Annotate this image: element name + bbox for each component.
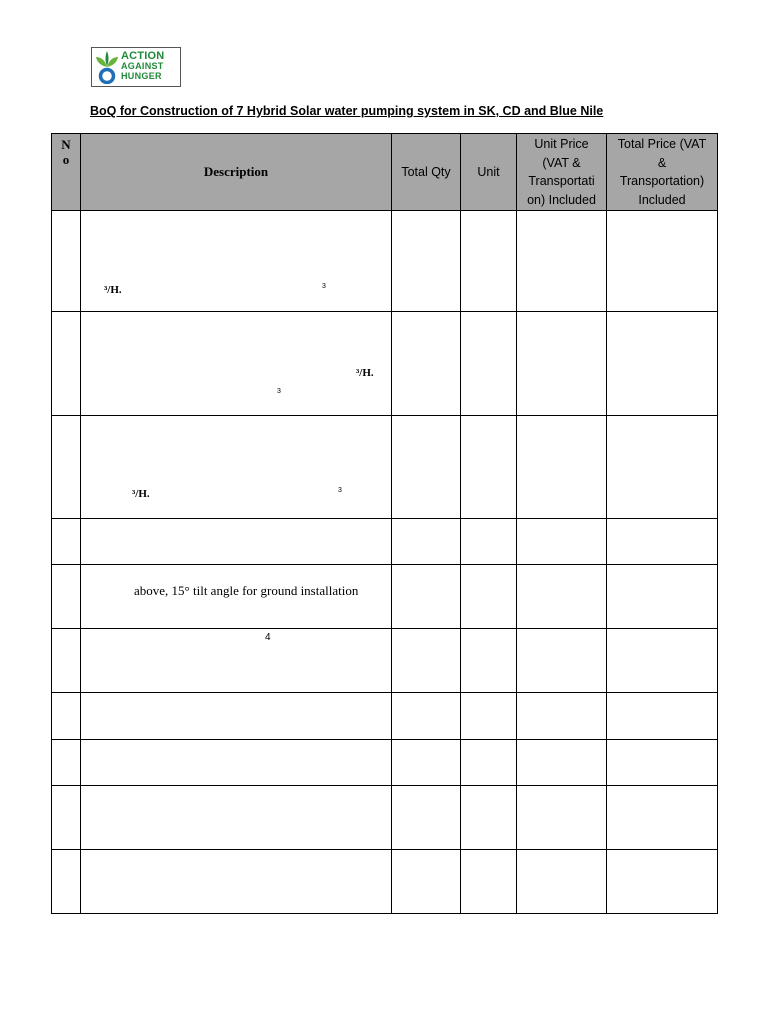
- total-qty-cell: [392, 693, 461, 740]
- description-cell: [81, 416, 392, 519]
- superscript-fragment: 3: [277, 388, 281, 395]
- table-row: [52, 740, 718, 786]
- unit-price-cell: [517, 850, 607, 914]
- unit-fragment: ³/H.: [356, 367, 374, 379]
- total-qty-cell: [392, 416, 461, 519]
- total-price-cell: [607, 519, 718, 565]
- description-text: above, 15° tilt angle for ground installation: [134, 583, 359, 598]
- total-qty-cell: [392, 565, 461, 629]
- superscript-fragment: 3: [338, 487, 342, 494]
- total-qty-cell: [392, 312, 461, 416]
- unit-cell: [461, 786, 517, 850]
- unit-price-cell: [517, 211, 607, 312]
- unit-cell: [461, 850, 517, 914]
- logo-line-3: HUNGER: [121, 71, 162, 81]
- row-no-cell: [52, 312, 81, 416]
- logo-wordmark: [121, 51, 179, 81]
- description-cell: [81, 786, 392, 850]
- action-against-hunger-logo: [91, 47, 181, 87]
- unit-price-cell: [517, 312, 607, 416]
- row-no-cell: [52, 850, 81, 914]
- header-total-qty: Total Qty: [392, 134, 461, 211]
- description-cell: [81, 850, 392, 914]
- unit-cell: [461, 629, 517, 693]
- unit-cell: [461, 740, 517, 786]
- total-qty-cell: [392, 740, 461, 786]
- unit-price-cell: [517, 416, 607, 519]
- total-qty-cell: [392, 629, 461, 693]
- row-no-cell: [52, 519, 81, 565]
- unit-cell: [461, 519, 517, 565]
- row-no-cell: [52, 565, 81, 629]
- unit-cell: [461, 416, 517, 519]
- boq-table: [51, 133, 718, 914]
- superscript-fragment: 3: [322, 283, 326, 290]
- table-row: [52, 565, 718, 629]
- table-row: [52, 416, 718, 519]
- unit-fragment: ³/H.: [132, 488, 150, 500]
- total-qty-cell: [392, 519, 461, 565]
- description-cell: [81, 629, 392, 693]
- unit-price-cell: [517, 740, 607, 786]
- total-price-cell: [607, 693, 718, 740]
- header-unit: Unit: [461, 134, 517, 211]
- table-row: [52, 629, 718, 693]
- row-no-cell: [52, 693, 81, 740]
- description-fragment: 4: [265, 632, 271, 643]
- logo-line-2: AGAINST: [121, 61, 164, 71]
- description-cell: [81, 519, 392, 565]
- total-price-cell: [607, 312, 718, 416]
- total-qty-cell: [392, 211, 461, 312]
- header-total-price: Total Price (VAT & Transportation) Included: [607, 134, 718, 211]
- unit-cell: [461, 693, 517, 740]
- document-title: BoQ for Construction of 7 Hybrid Solar water pumping system in SK, CD and Blue Nile: [90, 104, 604, 118]
- total-price-cell: [607, 850, 718, 914]
- description-cell: [81, 312, 392, 416]
- table-row: [52, 786, 718, 850]
- table-row: [52, 211, 718, 312]
- unit-fragment: ³/H.: [104, 284, 122, 296]
- unit-cell: [461, 312, 517, 416]
- total-price-cell: [607, 740, 718, 786]
- total-price-cell: [607, 416, 718, 519]
- unit-price-cell: [517, 565, 607, 629]
- description-cell: [81, 565, 392, 629]
- row-no-cell: [52, 629, 81, 693]
- unit-cell: [461, 211, 517, 312]
- total-qty-cell: [392, 786, 461, 850]
- table-header-row: [52, 134, 718, 211]
- unit-price-cell: [517, 629, 607, 693]
- header-description: Description: [81, 134, 392, 211]
- description-cell: [81, 211, 392, 312]
- unit-price-cell: [517, 693, 607, 740]
- unit-price-cell: [517, 519, 607, 565]
- logo-leaf-drop-icon: [94, 50, 120, 84]
- unit-cell: [461, 565, 517, 629]
- total-price-cell: [607, 786, 718, 850]
- header-unit-price: Unit Price (VAT & Transportati on) Included: [517, 134, 607, 211]
- table-row: [52, 850, 718, 914]
- table-row: [52, 312, 718, 416]
- total-price-cell: [607, 629, 718, 693]
- table-row: [52, 519, 718, 565]
- total-price-cell: [607, 565, 718, 629]
- row-no-cell: [52, 211, 81, 312]
- total-price-cell: [607, 211, 718, 312]
- total-qty-cell: [392, 850, 461, 914]
- unit-price-cell: [517, 786, 607, 850]
- header-no: N o: [52, 134, 81, 211]
- row-no-cell: [52, 416, 81, 519]
- description-cell: [81, 740, 392, 786]
- description-cell: [81, 693, 392, 740]
- logo-line-1: ACTION: [121, 50, 165, 62]
- row-no-cell: [52, 740, 81, 786]
- row-no-cell: [52, 786, 81, 850]
- table-row: [52, 693, 718, 740]
